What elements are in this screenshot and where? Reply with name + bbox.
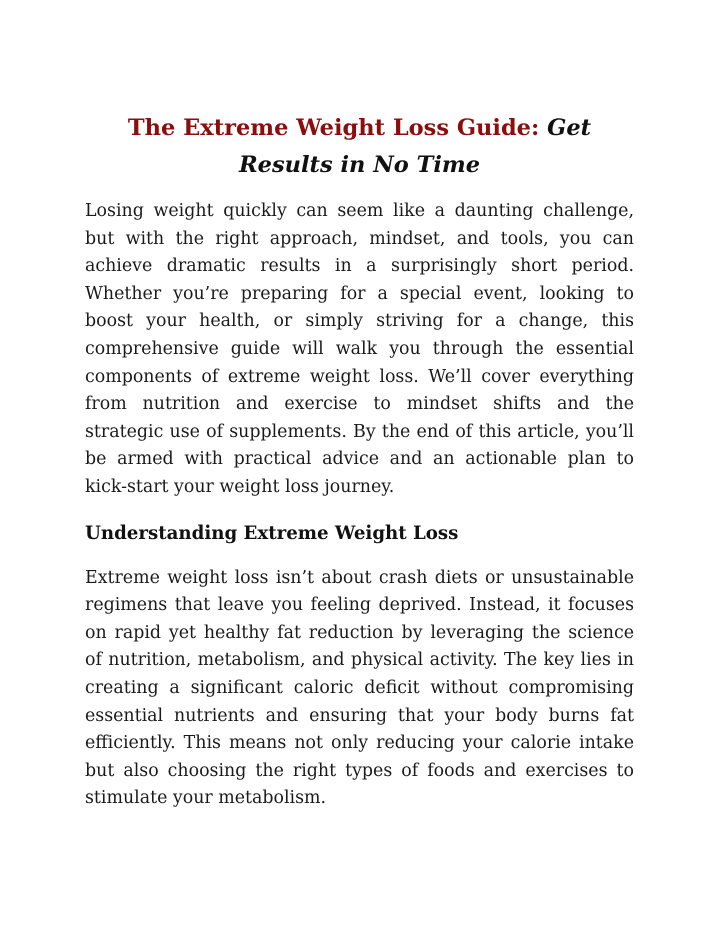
title-main: The Extreme Weight Loss Guide:: [127, 115, 540, 141]
section-paragraph: Extreme weight loss isn’t about crash diets or unsustainable regimens that leave you feeling deprived. Instead, it focuses on rapid yet healthy fat reduction by leveraging the science of nutrition, metabolism, and physical activity. The key lies in creating a significant caloric deficit without compromising essential nutrients and ensuring that your body burns fat efficiently. This means not only reducing your calorie intake but also choosing the right types of foods and exercises to stimulate your metabolism.: [85, 567, 634, 809]
document-page: [85, 110, 634, 813]
title-subtitle: Get Results in No Time: [238, 115, 592, 178]
page-title: [85, 110, 634, 184]
section-heading: Understanding Extreme Weight Loss: [85, 522, 459, 544]
intro-paragraph: Losing weight quickly can seem like a daunting challenge, but with the right approach, mindset, and tools, you can achieve dramatic results in a surprisingly short period. Whether you’re preparing for a special event, looking to boost your health, or simply striving for a change, this comprehensive guide will walk you through the essential components of extreme weight loss. We’ll cover everything from nutrition and exercise to mindset shifts and the strategic use of supplements. By the end of this article, you’ll be armed with practical advice and an actionable plan to kick-start your weight loss journey.: [85, 201, 634, 497]
